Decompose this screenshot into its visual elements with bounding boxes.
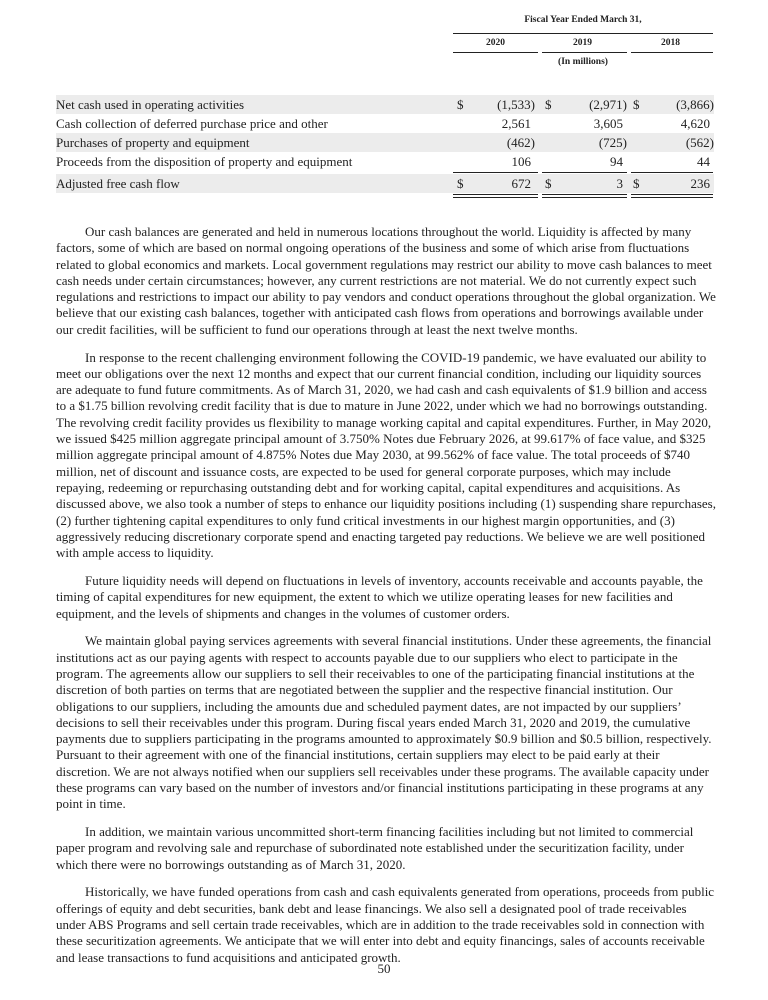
row-label: Adjusted free cash flow <box>56 176 180 191</box>
paragraph: We maintain global paying services agreements with several financial institutions. Under these agreements, the financial institutions act as our paying agents with respect to accounts payable due to our suppliers who elect to participate in the program. The agreements allow our suppliers to sell their receivables to one of the participating financial institutions at the discretion of both parties on terms that are negotiated between the supplier and the respective financial institution. Our obligations to our suppliers, including the amounts due and scheduled payment dates, are not impacted by our suppliers’ decisions to sell their receivables under this program. During fiscal years ended March 31, 2020 and 2019, the cumulative payments due to suppliers participating in the programs amounted to approximately $0.9 billion and $0.5 billion, respectively. Pursuant to their agreement with one of the financial institutions, certain suppliers may elect to be paid early at their discretion. We are not always notified when our suppliers sell receivables under these programs. The available capacity under these programs can vary based on the number of investors and/or financial institutions participating in these programs at any point in time. <box>56 633 712 812</box>
dollar-sign: $ <box>633 176 640 191</box>
value-2020: 2,561 <box>501 116 531 131</box>
row-label: Cash collection of deferred purchase price and other <box>56 116 328 131</box>
year-2019: 2019 <box>573 38 592 48</box>
dollar-sign: $ <box>457 176 464 191</box>
table-row-total <box>56 174 714 193</box>
year-2018: 2018 <box>661 38 680 48</box>
paragraph: Historically, we have funded operations from cash and cash equivalents generated from operations, proceeds from public offerings of equity and debt securities, bank debt and lease financings. We also sell a designated pool of trade receivables under ABS Programs and sell certain trade receivables, which are in addition to the trade receivables sold in connection with these securitization agreements. We anticipate that we will enter into debt and equity financings, sales of accounts receivable and lease transactions to fund acquisitions and anticipated growth. <box>56 884 715 965</box>
dollar-sign: $ <box>633 97 640 112</box>
value-2019: 3 <box>616 176 623 191</box>
value-2018: 44 <box>697 154 710 169</box>
value-2020: (1,533) <box>497 97 535 112</box>
body-text <box>56 224 716 977</box>
row-label: Purchases of property and equipment <box>56 135 250 150</box>
value-2018: (562) <box>685 135 714 150</box>
value-2019: 94 <box>610 154 623 169</box>
dollar-sign: $ <box>545 176 552 191</box>
total-double-rule <box>453 194 538 198</box>
table-row <box>56 152 714 171</box>
total-double-rule <box>542 194 627 198</box>
subtotal-rule <box>542 172 627 173</box>
value-2019: (725) <box>598 135 627 150</box>
value-2020: 672 <box>511 176 531 191</box>
value-2020: 106 <box>511 154 531 169</box>
paragraph: Our cash balances are generated and held in numerous locations throughout the world. Liquidity is affected by many factors, some of which are based on normal ongoing operations of the business and some of which arise from fluctuations related to global economics and markets. Local government regulations may restrict our ability to move cash balances to meet cash needs under certain circumstances; however, any current restrictions are not material. We do not currently expect such regulations and restrictions to impact our ability to pay vendors and conduct operations throughout the global organization. We believe that our existing cash balances, together with anticipated cash flows from operations and borrowings available under our credit facilities, will be sufficient to fund our operations through at least the next twelve months. <box>56 224 716 337</box>
units-label: (In millions) <box>558 57 608 67</box>
table-row <box>56 114 714 133</box>
dollar-sign: $ <box>545 97 552 112</box>
value-2018: 236 <box>690 176 710 191</box>
paragraph: In response to the recent challenging environment following the COVID-19 pandemic, we have evaluated our ability to meet our obligations over the next 12 months and expect that our current financial condition, including our liquidity sources are adequate to fund future commitments. As of March 31, 2020, we had cash and cash equivalents of $1.9 billion and access to a $1.75 billion revolving credit facility that is due to mature in June 2022, under which we had no borrowings outstanding. The revolving credit facility provides us flexibility to manage working capital and capital expenditures. Further, in May 2020, we issued $425 million aggregate principal amount of 3.750% Notes due February 2026, at 99.617% of face value, and $325 million aggregate principal amount of 4.875% Notes due May 2030, at 99.562% of face value. The total proceeds of $740 million, net of discount and issuance costs, are expected to be used for general corporate purposes, which may include repaying, redeeming or repurchasing outstanding debt and for working capital, capital expenditures and acquisitions. As discussed above, we also took a number of steps to enhance our liquidity positions including (1) suspending share repurchases, (2) further tightening capital expenditures to only fund critical investments in our highest margin opportunities, and (3) aggressively reducing discretionary corporate spend and enacting targeted pay reductions. We believe we are well positioned with ample access to liquidity. <box>56 349 716 561</box>
table-header: Fiscal Year Ended March 31, <box>524 15 642 25</box>
value-2020: (462) <box>506 135 535 150</box>
year-rule <box>631 52 713 53</box>
value-2018: 4,620 <box>680 116 710 131</box>
page-number: 50 <box>377 961 391 976</box>
row-label: Net cash used in operating activities <box>56 97 245 112</box>
subtotal-rule <box>453 172 538 173</box>
subtotal-rule <box>631 172 713 173</box>
paragraph: In addition, we maintain various uncommitted short-term financing facilities including but not limited to commercial paper program and revolving sale and repurchase of subordinated note established under the securitization facility, under which there were no borrowings outstanding as of March 31, 2020. <box>56 824 694 872</box>
year-rule <box>453 52 538 53</box>
table-row <box>56 95 714 114</box>
year-2020: 2020 <box>486 38 505 48</box>
dollar-sign: $ <box>457 97 464 112</box>
value-2019: 3,605 <box>593 116 623 131</box>
row-label: Proceeds from the disposition of property and equipment <box>56 154 353 169</box>
year-rule <box>542 52 627 53</box>
paragraph: Future liquidity needs will depend on fluctuations in levels of inventory, accounts receivable and accounts payable, the timing of capital expenditures for new equipment, the extent to which we utilize operating leases for new facilities and equipment, and the levels of shipments and changes in the volumes of customer orders. <box>56 572 703 621</box>
total-double-rule <box>631 194 713 198</box>
value-2019: (2,971) <box>589 97 627 112</box>
header-rule <box>453 33 713 34</box>
value-2018: (3,866) <box>676 97 714 112</box>
table-row <box>56 133 714 152</box>
